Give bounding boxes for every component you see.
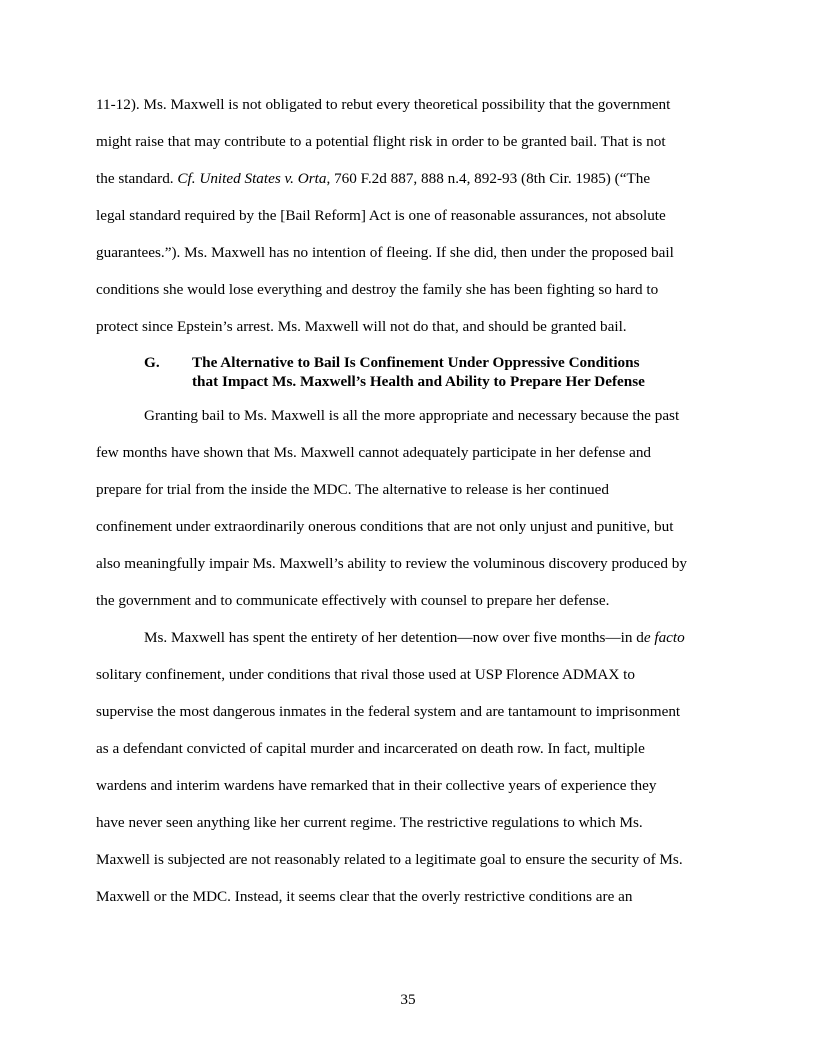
paragraph-3-line-1 <box>144 628 774 648</box>
page-number: 35 <box>400 991 416 1008</box>
section-heading-line-2: that Impact Ms. Maxwell’s Health and Ability to Prepare Her Defense <box>192 373 645 390</box>
paragraph-1-line-6: conditions she would lose everything and destroy the family she has been fighting so hard to <box>96 281 659 298</box>
paragraph-1-line-3 <box>96 169 726 189</box>
text-run: , 760 F.2d 887, 888 n.4, 892-93 (8th Cir. 1985) (“The <box>326 170 651 187</box>
paragraph-2-line-2: few months have shown that Ms. Maxwell cannot adequately participate in her defense and <box>96 444 652 461</box>
paragraph-2-line-1: Granting bail to Ms. Maxwell is all the more appropriate and necessary because the past <box>144 407 680 424</box>
paragraph-3-line-5: wardens and interim wardens have remarked that in their collective years of experience they <box>96 777 657 794</box>
italic-term: e facto <box>643 629 685 646</box>
paragraph-1-line-4: legal standard required by the [Bail Reform] Act is one of reasonable assurances, not absolute <box>96 207 666 224</box>
paragraph-3-line-7: Maxwell is subjected are not reasonably related to a legitimate goal to ensure the security of Ms. <box>96 851 683 868</box>
paragraph-1-line-7: protect since Epstein’s arrest. Ms. Maxwell will not do that, and should be granted bail. <box>96 318 627 335</box>
section-heading-line-1: The Alternative to Bail Is Confinement Under Oppressive Conditions <box>192 354 640 371</box>
paragraph-2-line-5: also meaningfully impair Ms. Maxwell’s ability to review the voluminous discovery produced by <box>96 555 687 572</box>
paragraph-2-line-3: prepare for trial from the inside the MDC. The alternative to release is her continued <box>96 481 609 498</box>
paragraph-3-line-6: have never seen anything like her current regime. The restrictive regulations to which Ms. <box>96 814 643 831</box>
case-citation: Cf. United States v. Orta <box>177 170 327 187</box>
paragraph-2-line-6: the government and to communicate effectively with counsel to prepare her defense. <box>96 592 610 609</box>
text-run: the standard. <box>96 170 178 187</box>
text-run: Ms. Maxwell has spent the entirety of her detention—now over five months—in d <box>144 629 644 646</box>
paragraph-1-line-2: might raise that may contribute to a potential flight risk in order to be granted bail. That is not <box>96 133 666 150</box>
paragraph-3-line-4: as a defendant convicted of capital murder and incarcerated on death row. In fact, multiple <box>96 740 645 757</box>
section-letter: G. <box>144 354 160 371</box>
paragraph-3-line-8: Maxwell or the MDC. Instead, it seems clear that the overly restrictive conditions are an <box>96 888 633 905</box>
paragraph-3-line-3: supervise the most dangerous inmates in the federal system and are tantamount to imprisonment <box>96 703 681 720</box>
paragraph-3-line-2: solitary confinement, under conditions that rival those used at USP Florence ADMAX to <box>96 666 635 683</box>
paragraph-1-line-1: 11-12). Ms. Maxwell is not obligated to rebut every theoretical possibility that the government <box>96 96 671 113</box>
paragraph-1-line-5: guarantees.”). Ms. Maxwell has no intention of fleeing. If she did, then under the proposed bail <box>96 244 674 261</box>
paragraph-2-line-4: confinement under extraordinarily onerous conditions that are not only unjust and punitive, but <box>96 518 674 535</box>
